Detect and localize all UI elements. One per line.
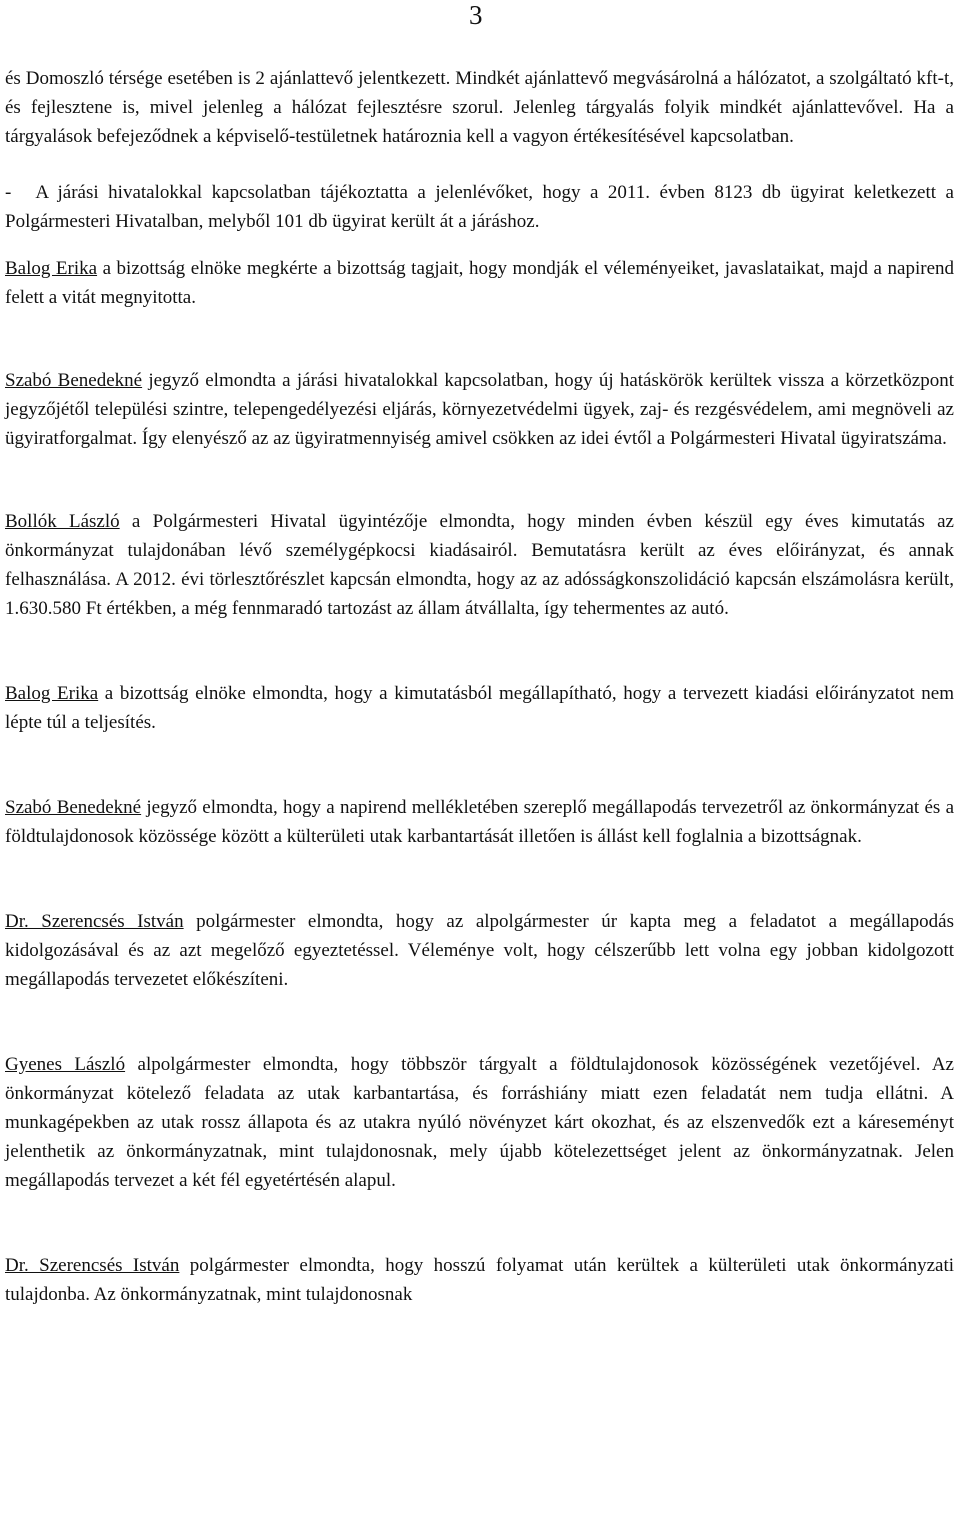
speaker-name: Szabó Benedekné	[5, 797, 142, 818]
paragraph-text: jegyző elmondta a járási hivatalokkal kapcsolatban, hogy új hatáskörök kerültek vissza a körzetközpont jegyzőjétől települési szintre, telepengedélyezési eljárás, környezetvédelmi ügyek, zaj- és rezgésvédelem, ami megnöveli az ügyiratforgalmat. Így elenyésző az az ügyiratmennyiség amivel csökken az idei évtől a Polgármesteri Hivatal ügyiratszáma.	[5, 370, 954, 449]
paragraph-text: alpolgármester elmondta, hogy többször tárgyalt a földtulajdonosok közösségének vezetőjével. Az önkormányzat kötelező feladata az utak karbantartása, és forráshiány miatt ezen feladatát nem tudja ellátni. A munkagépekben az utak rossz állapota és az utakra nyúló növényzet kárt okozhat, és az elszenvedők ezt a káreseményt jelenthetik az önkormányzatnak, mint tulajdonosnak, mely újabb kötelezettséget jelent az önkormányzatnak. Jelen megállapodás tervezet a két fél egyetértésén alapul.	[5, 1054, 954, 1191]
paragraph-text: a bizottság elnöke elmondta, hogy a kimutatásból megállapítható, hogy a tervezett kiadási előirányzatot nem lépte túl a teljesítés.	[5, 683, 955, 733]
paragraph-text: a bizottság elnöke megkérte a bizottság tagjait, hogy mondják el véleményeiket, javaslataikat, majd a napirend felett a vitát megnyitotta.	[5, 258, 954, 308]
speaker-name: Balog Erika	[5, 683, 99, 704]
speaker-name: Gyenes László	[5, 1054, 126, 1075]
paragraph-intro	[5, 64, 954, 151]
speaker-name: Balog Erika	[5, 258, 98, 279]
page-number: 3	[469, 0, 483, 30]
speaker-name: Dr. Szerencsés István	[5, 1255, 180, 1276]
paragraph-speaker	[5, 679, 954, 737]
document-body	[5, 64, 954, 1309]
paragraph-text: és Domoszló térsége esetében is 2 ajánlattevő jelentkezett. Mindkét ajánlattevő megvásárolná a hálózatot, a szolgáltató kft-t, és fejlesztene is, mivel jelenleg a hálózat fejlesztésre szorul. Jelenleg tárgyalás folyik mindkét ajánlattevővel. Ha a tárgyalások befejeződnek a képviselő-testületnek határoznia kell a vagyon értékesítésével kapcsolatban.	[5, 68, 954, 147]
paragraph-bullet	[5, 178, 954, 236]
paragraph-speaker	[5, 1050, 954, 1195]
paragraph-speaker	[5, 254, 954, 312]
paragraph-speaker	[5, 1251, 954, 1309]
speaker-name: Bollók László	[5, 511, 120, 532]
speaker-name: Szabó Benedekné	[5, 370, 143, 391]
paragraph-text: polgármester elmondta, hogy az alpolgármester úr kapta meg a feladatot a megállapodás kidolgozásával és az azt megelőző egyeztetéssel. Véleménye volt, hogy célszerűbb lett volna egy jobban kidolgozott megállapodás tervezetet előkészíteni.	[5, 911, 955, 990]
paragraph-speaker	[5, 793, 954, 851]
paragraph-speaker	[5, 366, 954, 453]
paragraph-text: A járási hivatalokkal kapcsolatban tájékoztatta a jelenlévőket, hogy a 2011. évben 8123 db ügyirat keletkezett a Polgármesteri Hivatalban, melyből 101 db ügyirat került át a járáshoz.	[5, 182, 954, 232]
paragraph-text: a Polgármesteri Hivatal ügyintézője elmondta, hogy minden évben készül egy éves kimutatás az önkormányzat tulajdonában lévő személygépkocsi kiadásairól. Bemutatásra került az éves előirányzat, és annak felhasználása. A 2012. évi törlesztőrészlet kapcsán elmondta, hogy az az adósságkonszolidáció kapcsán elszámolásra került, 1.630.580 Ft értékben, a még fennmaradó tartozást az állam átvállalta, így tehermentes az autó.	[5, 511, 954, 619]
paragraph-text: polgármester elmondta, hogy hosszú folyamat után kerültek a külterületi utak önkormányzati tulajdonba. Az önkormányzatnak, mint tulajdonosnak	[5, 1255, 955, 1305]
speaker-name: Dr. Szerencsés István	[5, 911, 184, 932]
dash-bullet: -	[5, 182, 12, 203]
paragraph-text: jegyző elmondta, hogy a napirend mellékletében szereplő megállapodás tervezetről az önkormányzat és a földtulajdonosok közössége között a külterületi utak karbantartását illetően is állást kell foglalnia a bizottságnak.	[5, 797, 955, 847]
paragraph-speaker	[5, 507, 954, 623]
paragraph-speaker	[5, 907, 954, 994]
